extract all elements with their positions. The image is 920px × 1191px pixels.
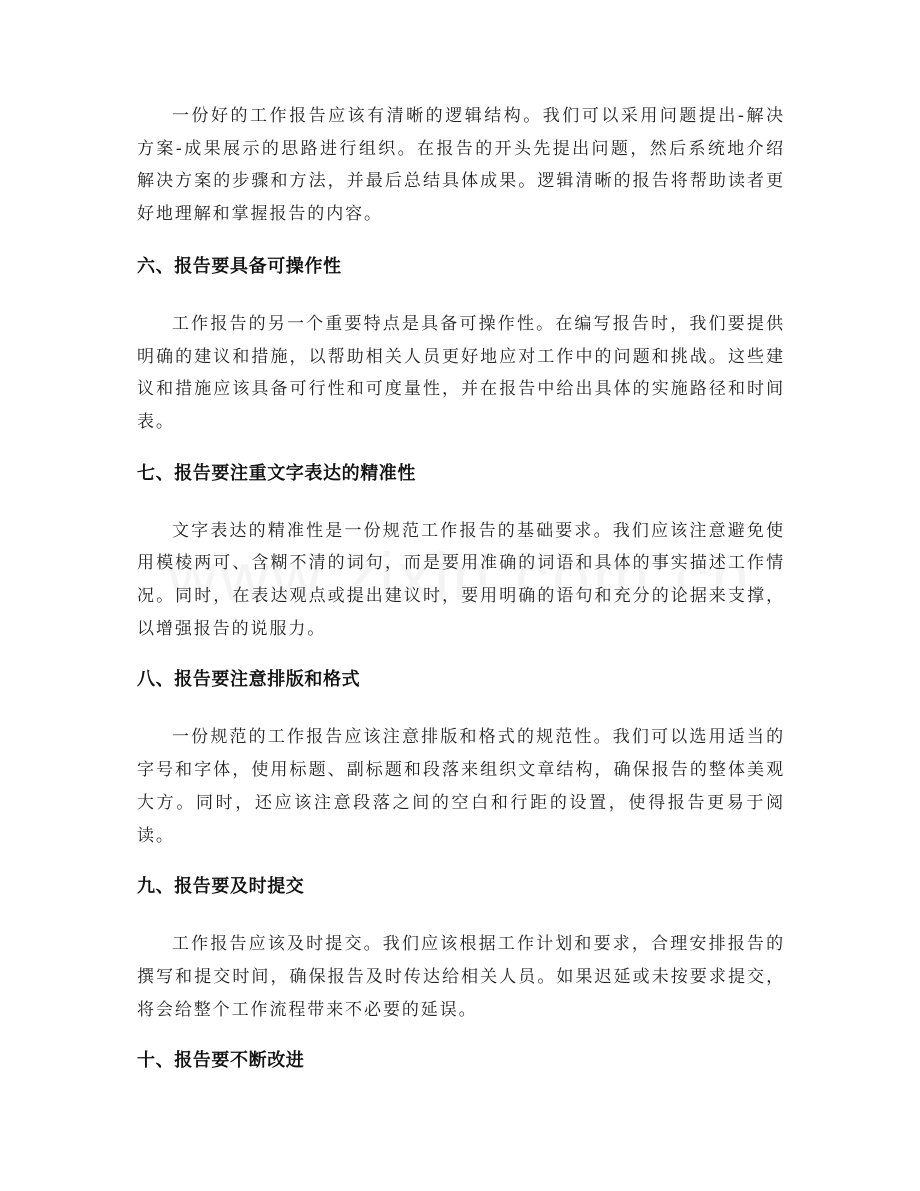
heading-section-7: 七、报告要注重文字表达的精准性 <box>137 462 416 484</box>
heading-section-9: 九、报告要及时提交 <box>137 876 305 898</box>
heading-section-10: 十、报告要不断改进 <box>137 1050 305 1072</box>
paragraph-timely-submission: 工作报告应该及时提交。我们应该根据工作计划和要求，合理安排报告的撰写和提交时间，确保报告及时传达给相关人员。如果迟延或未按要求提交，将会给整个工作流程带来不必要的延误。 <box>137 934 785 1020</box>
paragraph-operability: 工作报告的另一个重要特点是具备可操作性。在编写报告时，我们要提供明确的建议和措施，以帮助相关人员更好地应对工作中的问题和挑战。这些建议和措施应该具备可行性和可度量性，并在报告中给出具体的实施路径和时间表。 <box>137 313 785 432</box>
paragraph-logic-structure: 一份好的工作报告应该有清晰的逻辑结构。我们可以采用问题提出-解决方案-成果展示的思路进行组织。在报告的开头先提出问题，然后系统地介绍解决方案的步骤和方法，并最后总结具体成果。逻辑清晰的报告将帮助读者更好地理解和掌握报告的内容。 <box>137 106 785 225</box>
paragraph-precision: 文字表达的精准性是一份规范工作报告的基础要求。我们应该注意避免使用模棱两可、含糊不清的词句，而是要用准确的词语和具体的事实描述工作情况。同时，在表达观点或提出建议时，要用明确的语句和充分的论据来支撑，以增强报告的说服力。 <box>137 520 785 639</box>
document-body <box>137 100 785 1077</box>
heading-section-6: 六、报告要具备可操作性 <box>137 255 342 277</box>
paragraph-layout-format: 一份规范的工作报告应该注意排版和格式的规范性。我们可以选用适当的字号和字体，使用标题、副标题和段落来组织文章结构，确保报告的整体美观大方。同时，还应该注意段落之间的空白和行距的设置，使得报告更易于阅读。 <box>137 727 785 846</box>
heading-section-8: 八、报告要注意排版和格式 <box>137 669 361 691</box>
